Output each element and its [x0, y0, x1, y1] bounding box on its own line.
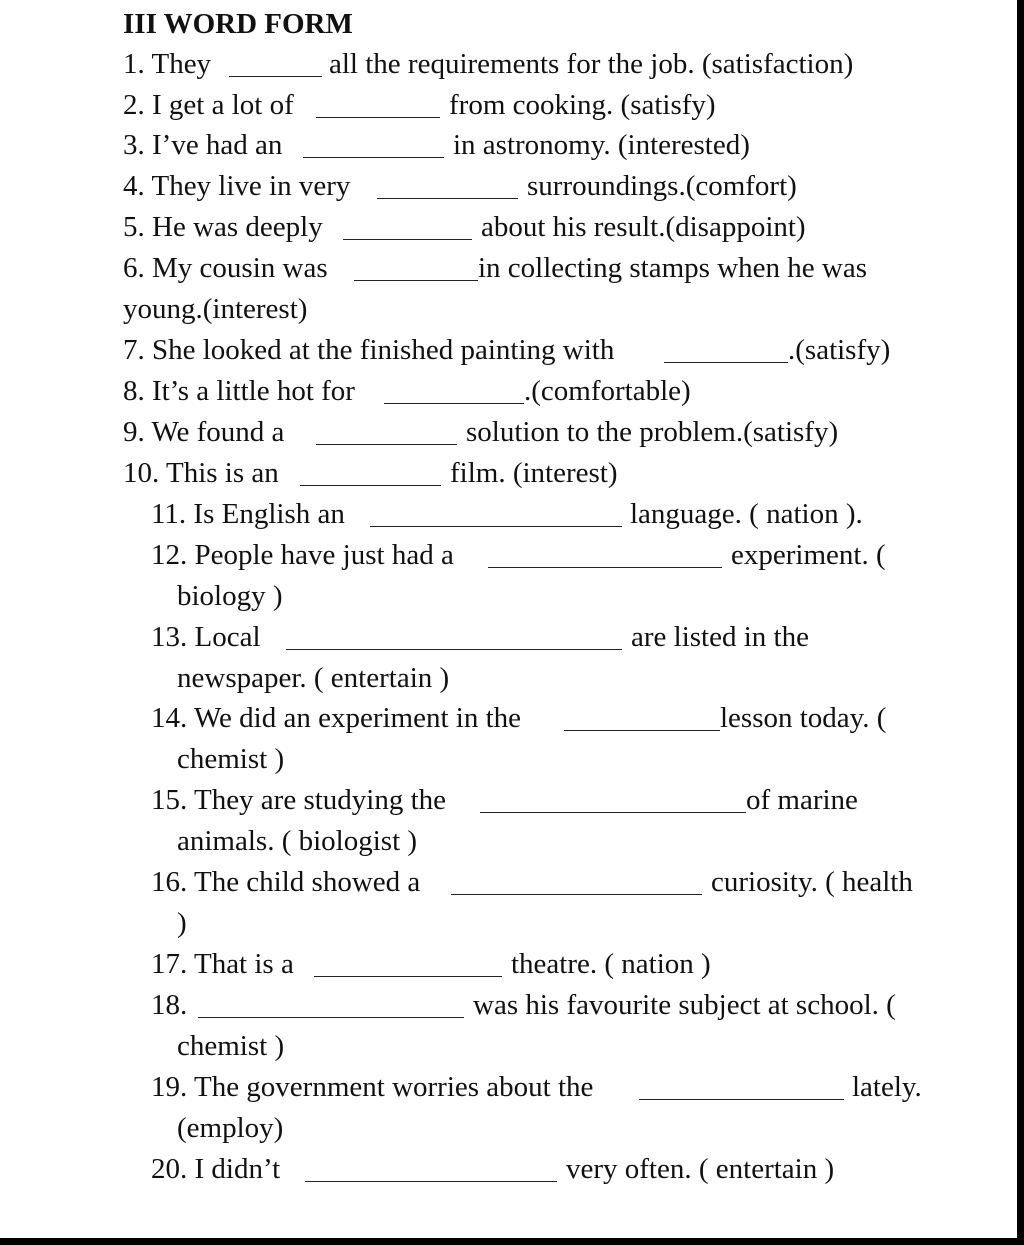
- item-16-continuation: ): [177, 907, 187, 939]
- item-18-text-before: 18.: [151, 989, 188, 1021]
- item-18-answer-blank[interactable]: [198, 1017, 464, 1018]
- page-frame-bottom: [0, 1238, 1024, 1245]
- item-7-text-before: 7. She looked at the finished painting with: [123, 334, 615, 366]
- item-18-continuation: chemist ): [177, 1030, 285, 1062]
- item-13-continuation: newspaper. ( entertain ): [177, 662, 450, 694]
- item-6-continuation: young.(interest): [123, 293, 308, 325]
- item-17-answer-blank[interactable]: [314, 976, 502, 977]
- item-3-answer-blank[interactable]: [303, 157, 444, 158]
- item-17-text-before: 17. That is a: [151, 948, 294, 980]
- item-11-text-before: 11. Is English an: [151, 498, 345, 530]
- item-2-text-after: from cooking. (satisfy): [449, 89, 716, 121]
- item-11-text-after: language. ( nation ).: [630, 498, 863, 530]
- item-3-text-before: 3. I’ve had an: [123, 129, 283, 161]
- item-14-answer-blank[interactable]: [564, 730, 720, 731]
- item-20-text-before: 20. I didn’t: [151, 1153, 281, 1185]
- item-7-text-after: .(satisfy): [788, 334, 891, 366]
- item-8-answer-blank[interactable]: [384, 403, 524, 404]
- item-3-text-after: in astronomy. (interested): [453, 129, 750, 161]
- item-19-continuation: (employ): [177, 1112, 284, 1144]
- item-18-text-after: was his favourite subject at school. (: [473, 989, 896, 1021]
- item-1-text-before: 1. They: [123, 48, 212, 80]
- item-5-text-after: about his result.(disappoint): [481, 211, 806, 243]
- item-5-answer-blank[interactable]: [343, 239, 472, 240]
- item-15-answer-blank[interactable]: [480, 812, 746, 813]
- item-17-text-after: theatre. ( nation ): [511, 948, 711, 980]
- item-19-text-after: lately.: [852, 1071, 922, 1103]
- item-10-answer-blank[interactable]: [300, 485, 441, 486]
- item-2-answer-blank[interactable]: [316, 117, 440, 118]
- item-9-text-before: 9. We found a: [123, 416, 285, 448]
- item-16-answer-blank[interactable]: [451, 894, 702, 895]
- item-5-text-before: 5. He was deeply: [123, 211, 323, 243]
- section-title: III WORD FORM: [123, 8, 353, 40]
- item-9-answer-blank[interactable]: [316, 444, 457, 445]
- item-13-answer-blank[interactable]: [286, 649, 622, 650]
- item-14-text-after: lesson today. (: [720, 702, 887, 734]
- item-20-answer-blank[interactable]: [305, 1181, 557, 1182]
- item-12-answer-blank[interactable]: [488, 567, 722, 568]
- item-13-text-after: are listed in the: [631, 621, 809, 653]
- item-6-text-before: 6. My cousin was: [123, 252, 328, 284]
- item-16-text-after: curiosity. ( health: [711, 866, 913, 898]
- item-6-text-after: in collecting stamps when he was: [478, 252, 867, 284]
- item-16-text-before: 16. The child showed a: [151, 866, 421, 898]
- item-19-answer-blank[interactable]: [639, 1099, 844, 1100]
- item-1-text-after: all the requirements for the job. (satisfaction): [329, 48, 854, 80]
- item-15-text-after: of marine: [746, 784, 858, 816]
- item-8-text-after: .(comfortable): [524, 375, 691, 407]
- item-10-text-before: 10. This is an: [123, 457, 279, 489]
- item-4-text-before: 4. They live in very: [123, 170, 351, 202]
- item-7-answer-blank[interactable]: [664, 362, 788, 363]
- item-14-text-before: 14. We did an experiment in the: [151, 702, 522, 734]
- item-14-continuation: chemist ): [177, 743, 285, 775]
- item-15-text-before: 15. They are studying the: [151, 784, 447, 816]
- item-9-text-after: solution to the problem.(satisfy): [466, 416, 839, 448]
- item-1-answer-blank[interactable]: [229, 76, 322, 77]
- item-6-answer-blank[interactable]: [354, 280, 478, 281]
- item-2-text-before: 2. I get a lot of: [123, 89, 294, 121]
- item-8-text-before: 8. It’s a little hot for: [123, 375, 355, 407]
- item-13-text-before: 13. Local: [151, 621, 261, 653]
- item-12-text-after: experiment. (: [731, 539, 886, 571]
- item-4-answer-blank[interactable]: [377, 198, 518, 199]
- item-12-text-before: 12. People have just had a: [151, 539, 454, 571]
- item-20-text-after: very often. ( entertain ): [566, 1153, 835, 1185]
- item-19-text-before: 19. The government worries about the: [151, 1071, 594, 1103]
- item-4-text-after: surroundings.(comfort): [527, 170, 797, 202]
- item-10-text-after: film. (interest): [450, 457, 618, 489]
- item-15-continuation: animals. ( biologist ): [177, 825, 418, 857]
- page-frame-right: [1017, 0, 1024, 1245]
- item-12-continuation: biology ): [177, 580, 283, 612]
- item-11-answer-blank[interactable]: [370, 526, 622, 527]
